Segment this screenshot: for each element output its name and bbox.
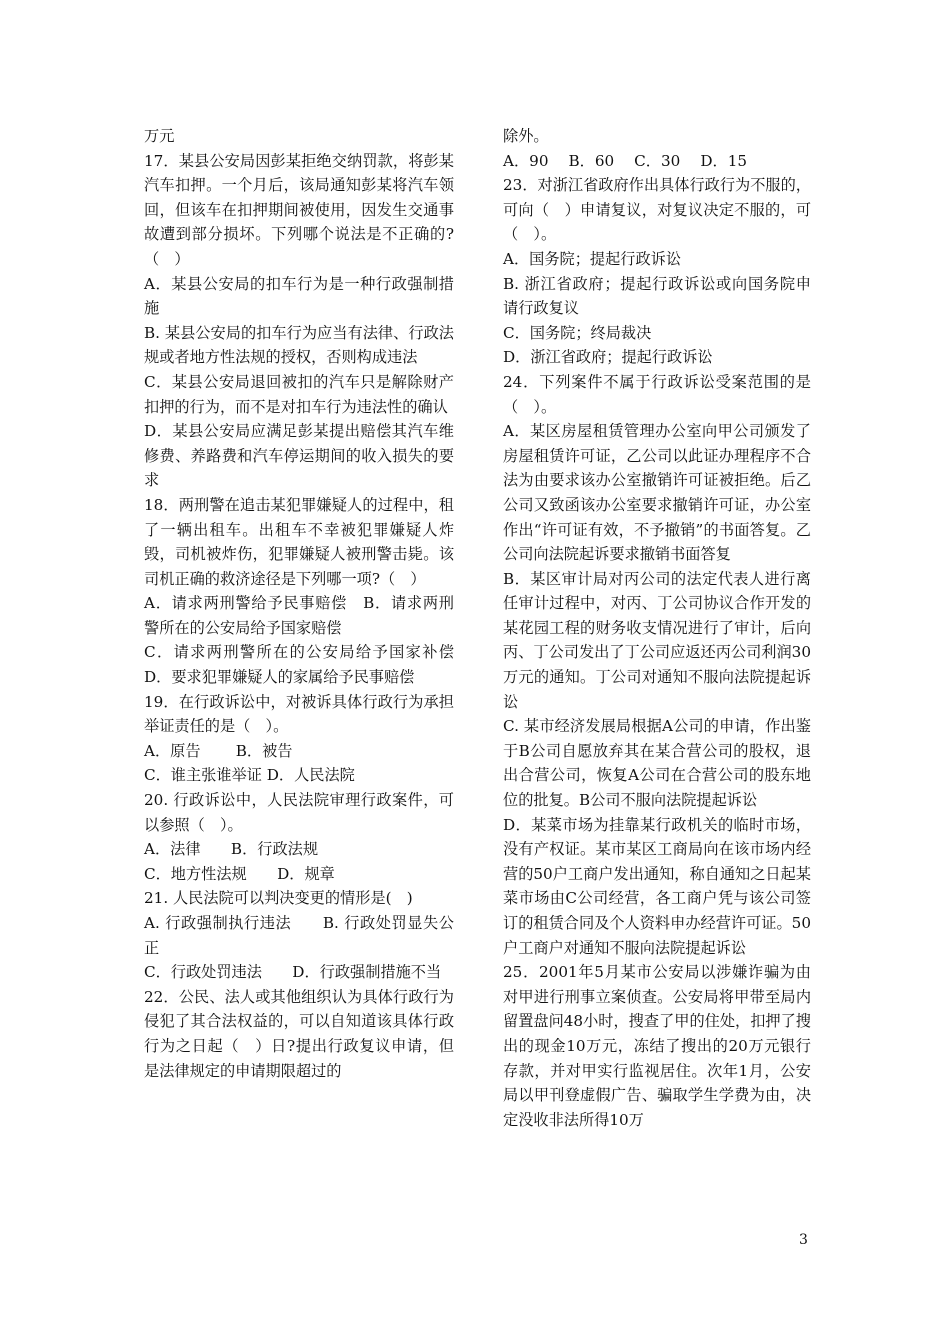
option-24-b: B．某区审计局对丙公司的法定代表人进行离任审计过程中，对丙、丁公司协议合作开发的某花园工程的财务收支情况进行了审计，后向丙、丁公司发出了丁公司应返还丙公司利润30万元的通知。丁公司对通知不服向法院提起诉讼 (503, 569, 811, 711)
options-21-cd: C．行政处罚违法 D．行政强制措施不当 (144, 963, 442, 982)
option-24-c: C. 某市经济发展局根据A公司的申请，作出鉴于B公司自愿放弃其在某合营公司的股权，退出合营公司，恢复A公司在合营公司的股东地位的批复。B公司不服向法院提起诉讼 (503, 717, 811, 810)
option-24-a: A．某区房屋租赁管理办公室向甲公司颁发了房屋租赁许可证，乙公司以此证办理程序不合法为由要求该办公室撤销许可证被拒绝。后乙公司又致函该办公室要求撤销许可证，办公室作出“许可证有效，不予撤销”的书面答复。乙公司向法院起诉要求撤销书面答复 (503, 422, 811, 564)
option-23-a: A．国务院；提起行政诉讼 (503, 249, 682, 268)
text-line: 除外。 (503, 127, 549, 145)
option-23-c: C．国务院；终局裁决 (503, 323, 652, 342)
option-24-d: D．某菜市场为挂靠某行政机关的临时市场，没有产权证。某市某区工商局向在该市场内经营的50户工商户发出通知，称自通知之日起某菜市场由C公司经营，各工商户凭与该公司签订的租赁合同及个人资料申办经营许可证。50户工商户对通知不服向法院提起诉讼 (503, 815, 811, 957)
option-17-c: C．某县公安局退回被扣的汽车只是解除财产扣押的行为，而不是对扣车行为违法性的确认 (144, 372, 454, 416)
options-18-ab: A．请求两刑警给予民事赔偿 B．请求两刑警所在的公安局给予国家赔偿 (144, 594, 454, 637)
question-18: 18．两刑警在追击某犯罪嫌疑人的过程中，租了一辆出租车。出租车不幸被犯罪嫌疑人炸毁，司机被炸伤，犯罪嫌疑人被刑警击毙。该司机正确的救济途径是下列哪一项?（ ） (144, 495, 454, 588)
options-19-ab: A．原告 B．被告 (144, 741, 293, 760)
option-17-b: B. 某县公安局的扣车行为应当有法律、行政法规或者地方性法规的授权，否则构成违法 (144, 323, 454, 367)
options-20-cd: C．地方性法规 D．规章 (144, 864, 335, 883)
question-22: 22．公民、法人或其他组织认为具体行政行为侵犯了其合法权益的，可以自知道该具体行政行为之日起（ ）日?提出行政复议申请，但是法律规定的申请期限超过的 (144, 987, 454, 1080)
options-22: A．90 B．60 C．30 D．15 (503, 151, 748, 170)
question-23: 23．对浙江省政府作出具体行政行为不服的，可向（ ）申请复议，对复议决定不服的，可（ ）。 (503, 176, 811, 244)
text-line: 万元 (144, 127, 175, 145)
question-25: 25．2001年5月某市公安局以涉嫌诈骗为由对甲进行刑事立案侦查。公安局将甲带至局内留置盘问48小时，搜查了甲的住处，扣押了搜出的现金10万元，冻结了搜出的20万元银行存款，并对甲实行监视居住。次年1月，公安局以甲刊登虚假广告、骗取学生学费为由，决定没收非法所得10万 (503, 963, 811, 1129)
question-19: 19．在行政诉讼中，对被诉具体行政行为承担举证责任的是（ ）。 (144, 692, 454, 736)
option-17-a: A．某县公安局的扣车行为是一种行政强制措施 (144, 274, 454, 318)
option-23-b: B. 浙江省政府；提起行政诉讼或向国务院申请行政复议 (503, 274, 811, 318)
right-column (503, 124, 811, 1132)
options-20-ab: A．法律 B．行政法规 (144, 840, 319, 859)
left-column (144, 124, 454, 1083)
options-21-ab: A. 行政强制执行违法 B. 行政处罚显失公正 (144, 914, 454, 957)
option-17-d: D．某县公安局应满足彭某提出赔偿其汽车维修费、养路费和汽车停运期间的收入损失的要求 (144, 422, 454, 490)
option-23-d: D．浙江省政府；提起行政诉讼 (503, 348, 713, 367)
question-21: 21. 人民法院可以判决变更的情形是( ) (144, 889, 413, 908)
page-number: 3 (799, 1232, 808, 1248)
question-20: 20. 行政诉讼中，人民法院审理行政案件，可以参照（ ）。 (144, 791, 454, 834)
question-17: 17．某县公安局因彭某拒绝交纳罚款，将彭某汽车扣押。一个月后，该局通知彭某将汽车领回，但该车在扣押期间被使用，因发生交通事故遭到部分损坏。下列哪个说法是不正确的?（ ） (144, 151, 454, 268)
options-19-cd: C．谁主张谁举证 D．人民法院 (144, 766, 355, 785)
question-24: 24．下列案件不属于行政诉讼受案范围的是（ ）。 (503, 372, 811, 416)
options-18-cd: C．请求两刑警所在的公安局给予国家补偿 D．要求犯罪嫌疑人的家属给予民事赔偿 (144, 643, 454, 687)
